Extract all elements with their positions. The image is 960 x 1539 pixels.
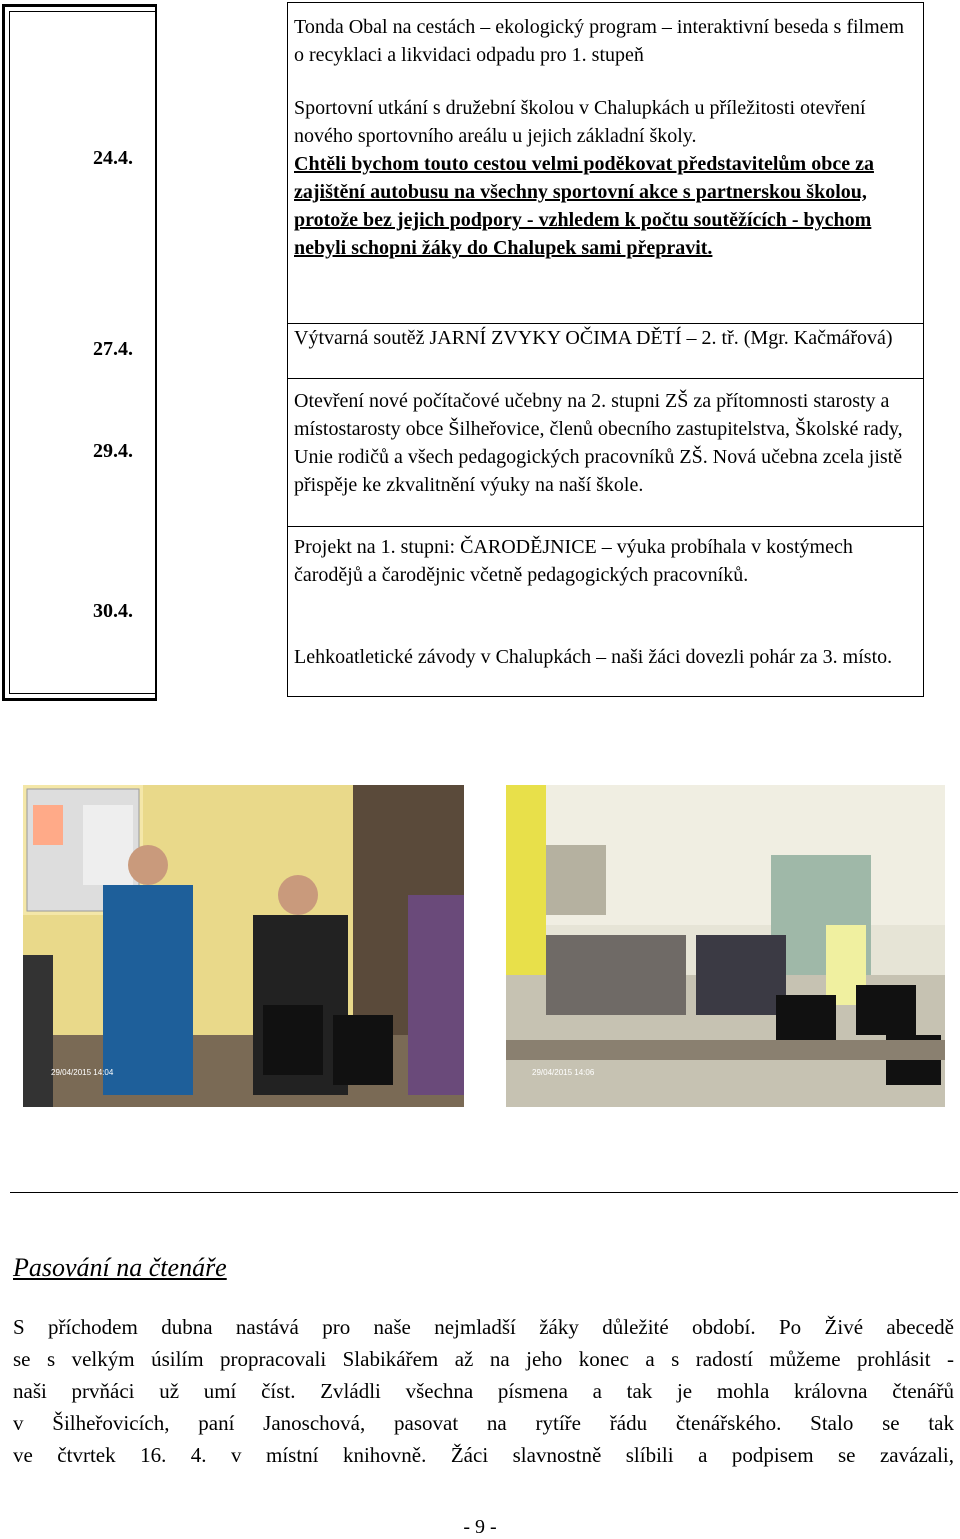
event-note: Chtěli bychom touto cestou velmi poděkovat představitelům obce za zajištění autobusu na všechny sportovní akce s partnerskou školou, protože bez jejich podpory - vzhledem k počtu soutěžících - bychom nebyli schopni žáky do Chalupek sami přepravit. [294,153,874,259]
photo-classroom-speakers [23,785,464,1107]
event-row [288,378,923,526]
photo-strip [23,785,945,1108]
paragraph-line: ve čtvrtek 16. 4. v místní knihovně. Žáci slavnostně slíbili a podpisem se zavázali, [13,1443,954,1467]
event-text: Otevření nové počítačové učebny na 2. stupni ZŠ za přítomnosti starosty a místostarosty obce Šilheřovice, členů obecního zastupitelstva, Školské rady, Unie rodičů a všech pedagogických pracovníků ZŠ. Nová učebna zcela jistě přispěje ke zkvalitnění výuky na naší škole. [294,390,903,496]
event-text: Výtvarná soutěž JARNÍ ZVYKY OČIMA DĚTÍ – 2. tř. (Mgr. Kačmářová) [294,327,893,349]
paragraph-line: naši prvňáci už umí číst. Zvládli všechna písmena a tak je mohla královna čtenářů [13,1379,954,1403]
event-text: Projekt na 1. stupni: ČARODĚJNICE – výuka probíhala v kostýmech čarodějů a čarodějnic včetně pedagogických pracovníků. [294,536,853,586]
date-cell: 24.4. [93,147,133,169]
event-row [288,643,923,698]
events-table [0,0,925,700]
paragraph-line: v Šilheřovicích, paní Janoschová, pasovat na rytíře řádu čtenářského. Stalo se tak [13,1411,954,1435]
date-cell: 29.4. [93,440,133,462]
paragraph-line: se s velkým úsilím propracovali Slabikářem až na jeho konec a s radostí můžeme prohlásit - [13,1347,954,1371]
section-heading: Pasování na čtenáře [13,1253,227,1282]
event-text: Lehkoatletické závody v Chalupkách – naši žáci dovezli pohár za 3. místo. [294,646,893,668]
date-cell: 27.4. [93,338,133,360]
event-text: Tonda Obal na cestách – ekologický program – interaktivní beseda s filmem o recyklaci a likvidaci odpadu pro 1. stupeň [294,16,905,66]
event-text: Sportovní utkání s družební školou v Chalupkách u příležitosti otevření nového sportovního areálu u jejich základní školy. [294,97,866,147]
paragraph-line: S příchodem dubna nastává pro naše nejmladší žáky důležité období. Po Živé abecedě [13,1315,954,1339]
event-row [288,13,923,87]
page-number: - 9 - [463,1516,497,1538]
content-column [287,2,924,697]
section-divider [10,1192,958,1193]
event-row [288,323,923,378]
date-cell: 30.4. [93,600,133,622]
section-paragraph [13,1311,954,1471]
event-row [288,526,923,634]
photo-timestamp: 29/04/2015 14:04 [51,1068,114,1077]
photo-timestamp: 29/04/2015 14:06 [532,1068,595,1077]
photo-computer-classroom [506,785,945,1107]
event-row [288,94,923,323]
